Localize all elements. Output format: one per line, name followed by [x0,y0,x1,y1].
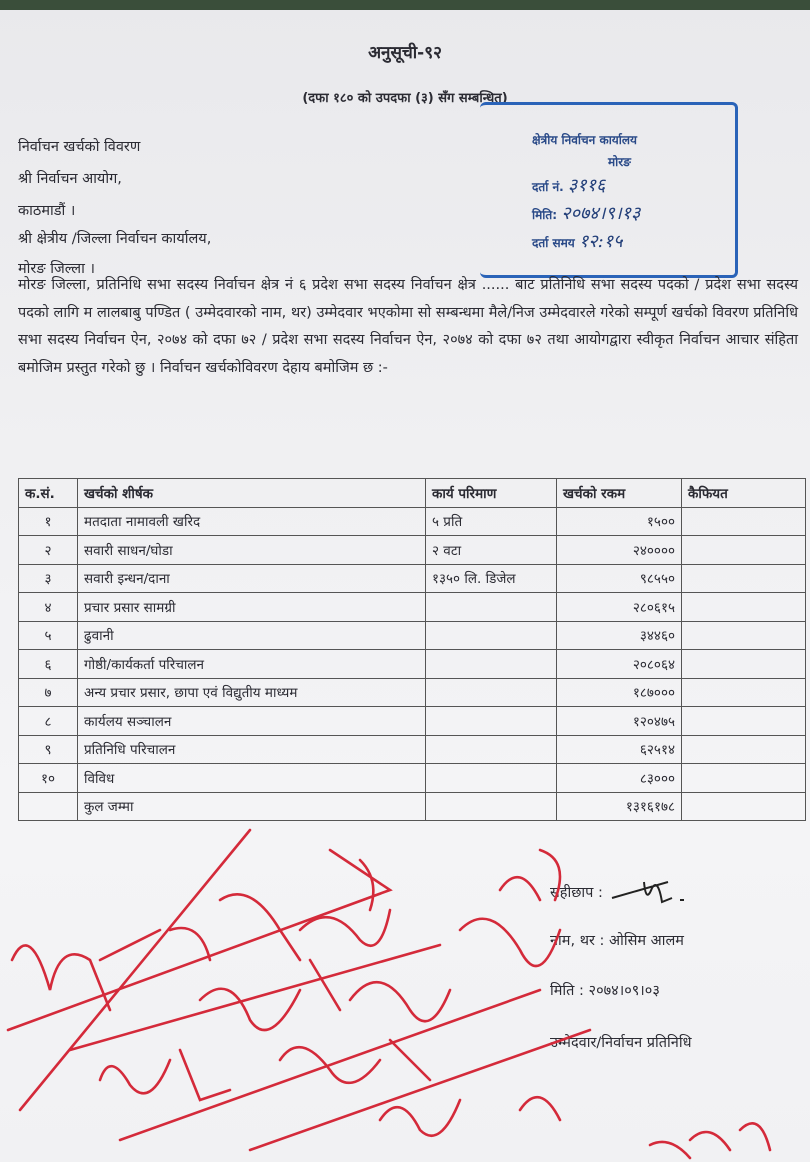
row-qty: ५ प्रति [426,507,557,536]
stamp-date-label: मिति: [532,208,558,222]
total-label: कुल जम्मा [78,792,426,821]
row-title: विविध [78,764,426,793]
row-amount: ३४४६० [557,621,682,650]
row-sn: ३ [19,564,78,593]
row-sn: ४ [19,593,78,622]
row-sn: ९ [19,735,78,764]
row-title: प्रचार प्रसार सामग्री [78,593,426,622]
stamp-place: मोरङ [608,155,631,169]
address-line-4: श्री क्षेत्रीय /जिल्ला निर्वाचन कार्यालय, [18,231,212,247]
schedule-title: अनुसूची-९२ [368,43,442,63]
col-header-amount: खर्चको रकम [557,479,682,508]
row-qty: १३५० लि. डिजेल [426,564,557,593]
row-qty: २ वटा [426,536,557,565]
col-header-remark: कैफियत [682,479,806,508]
signature-label: सहीछाप : [550,885,603,901]
address-line-1: निर्वाचन खर्चको विवरण [18,139,141,155]
row-amount: १८७००० [557,678,682,707]
signer-name: नाम, थर : ओसिम आलम [550,933,684,949]
row-title: सवारी साधन/घोडा [78,536,426,565]
stamp-office: क्षेत्रीय निर्वाचन कार्यालय [532,133,637,147]
col-header-qty: कार्य परिमाण [426,479,557,508]
signer-role: उम्मेदवार/निर्वाचन प्रतिनिधि [550,1035,692,1051]
row-title: ढुवानी [78,621,426,650]
row-sn: १० [19,764,78,793]
col-header-sn: क.सं. [19,479,78,508]
row-amount: १५०० [557,507,682,536]
address-line-2: श्री निर्वाचन आयोग, [18,171,122,187]
row-title: सवारी इन्धन/दाना [78,564,426,593]
stamp-date-value: २०७४।९।१३ [561,203,641,224]
declaration-paragraph: मोरङ जिल्ला, प्रतिनिधि सभा सदस्य निर्वाचन क्षेत्र नं ६ प्रदेश सभा सदस्य निर्वाचन क्षेत्र ...... बाट प्रतिनिधि सभा सदस्य पदको / प्रदेश सभा सदस्य पदको लागि म लालबाबु पण्डित ( उम्मेदवारको नाम, थर) उम्मेदवार भएकोमा सो सम्बन्धमा मैले/निज उम्मेदवारले गरेको सम्पूर्ण खर्चको विवरण प्रतिनिधि सभा सदस्य निर्वाचन ऐन, २०७४ को दफा ७२ / प्रदेश सभा सदस्य निर्वाचन ऐन, २०७४ को दफा ७२ तथा आयोगद्वारा स्वीकृत निर्वाचन आचार संहिता बमोजिम प्रस्तुत गरेको छु । निर्वाचन खर्चकोविवरण देहाय बमोजिम छ :- [18,277,798,376]
row-sn: ६ [19,650,78,679]
row-sn: ८ [19,707,78,736]
row-sn: ५ [19,621,78,650]
row-sn: २ [19,536,78,565]
row-amount: ६२५१४ [557,735,682,764]
schedule-subtitle: (दफा १८० को उपदफा (३) सँग सम्बन्धित) [302,91,508,106]
address-line-5: मोरङ जिल्ला । [18,261,95,277]
stamp-time-label: दर्ता समय [532,236,575,250]
signature-date: मिति : २०७४।०९।०३ [550,983,660,999]
col-header-title: खर्चको शीर्षक [78,479,426,508]
stamp-darta-value: ३११६ [567,175,606,196]
address-line-3: काठमाडौं । [18,203,76,219]
row-amount: २८०६१५ [557,593,682,622]
total-amount: १३१६१७८ [557,792,682,821]
row-title: गोष्ठी/कार्यकर्ता परिचालन [78,650,426,679]
row-title: मतदाता नामावली खरिद [78,507,426,536]
stamp-time-value: १२:१५ [578,231,623,252]
row-amount: २४०००० [557,536,682,565]
row-sn: ७ [19,678,78,707]
row-amount: ९८५५० [557,564,682,593]
row-amount: १२०४७५ [557,707,682,736]
row-title: कार्यलय सञ्चालन [78,707,426,736]
stamp-darta-label: दर्ता नं. [532,180,564,194]
row-sn: १ [19,507,78,536]
row-amount: ८३००० [557,764,682,793]
row-title: अन्य प्रचार प्रसार, छापा एवं विद्युतीय माध्यम [78,678,426,707]
row-amount: २०८०६४ [557,650,682,679]
row-title: प्रतिनिधि परिचालन [78,735,426,764]
